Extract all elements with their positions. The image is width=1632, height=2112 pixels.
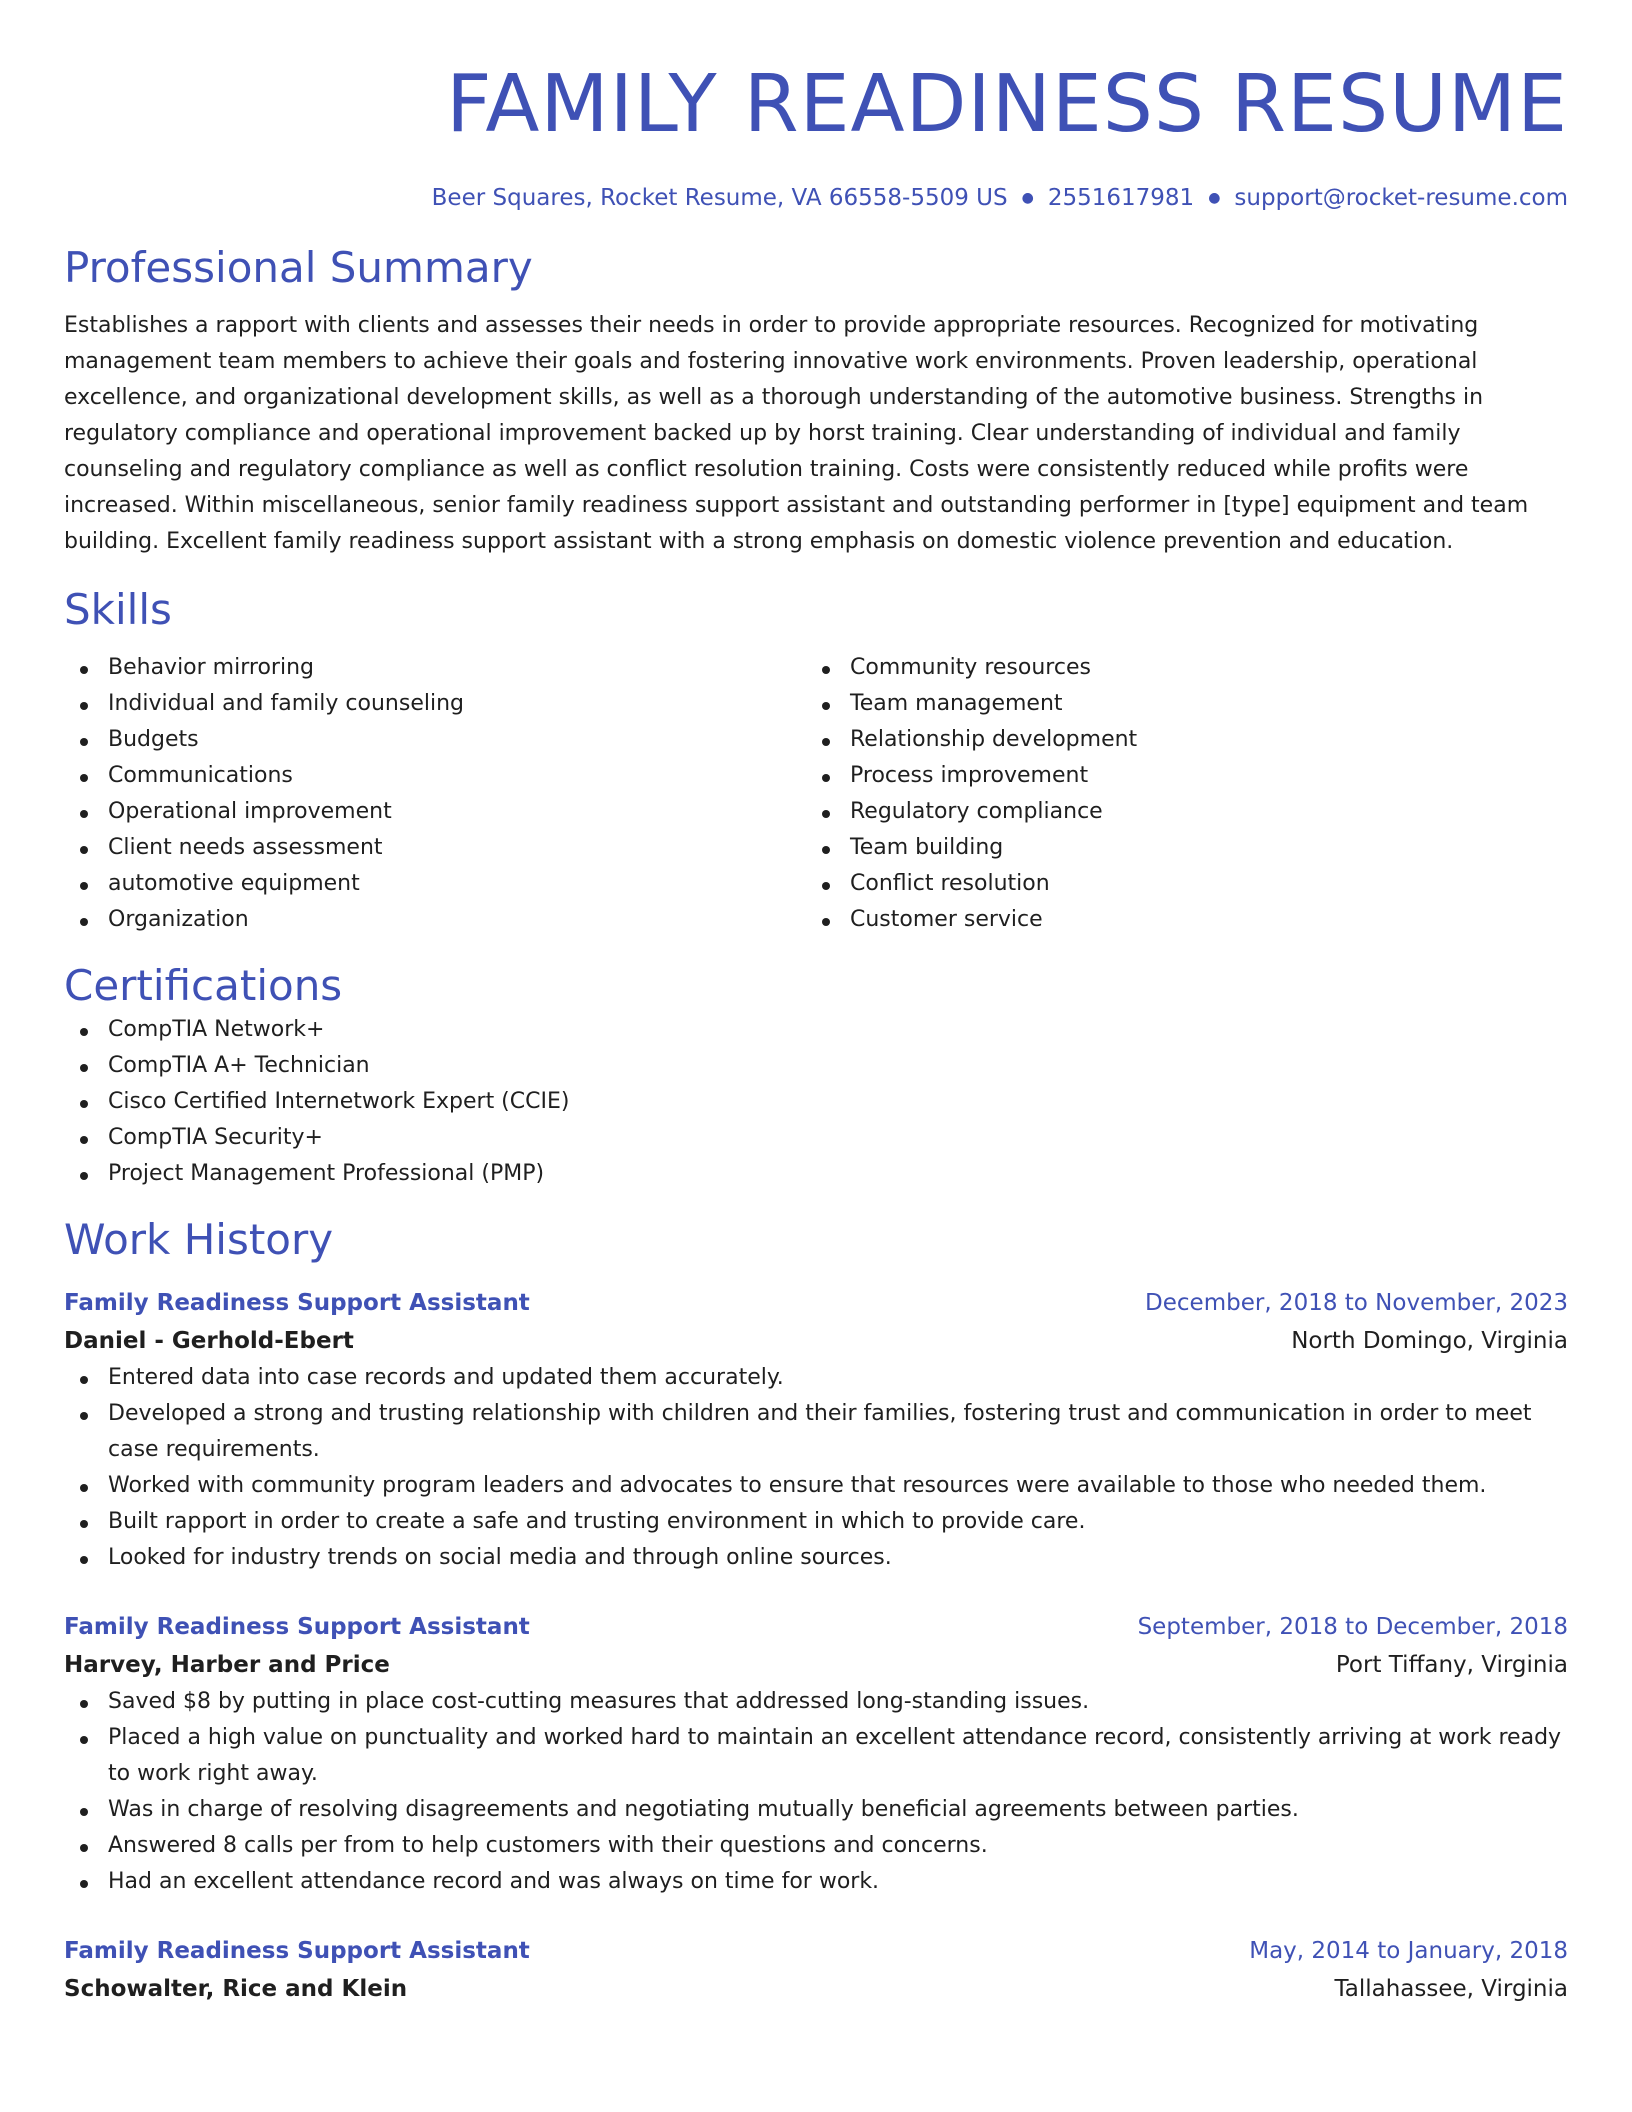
certification-item: CompTIA Network+ [64,1012,1568,1048]
skill-item: Operational improvement [64,794,806,830]
job-company-row [64,1646,1568,1684]
bullet-separator-icon: ● [1208,190,1221,206]
job-duty-item: Saved $8 by putting in place cost-cutting measures that addressed long-standing issues. [64,1684,1568,1720]
resume-title: FAMILY READINESS RESUME [446,58,1568,150]
job-dates: May, 2014 to January, 2018 [1249,1938,1568,1964]
job-company: Daniel - Gerhold-Ebert [64,1328,354,1354]
contact-line [64,182,1568,214]
skills-list-right [806,650,1548,938]
skill-item: automotive equipment [64,866,806,902]
skill-item: Conflict resolution [806,866,1548,902]
job-title: Family Readiness Support Assistant [64,1290,530,1316]
skills-list-left [64,650,806,938]
job-header-row [64,1608,1568,1646]
work-history-heading: Work History [64,1215,334,1264]
job-duties-list [64,1684,1568,1900]
job-duty-item: Was in charge of resolving disagreements and negotiating mutually beneficial agreements between parties. [64,1792,1568,1828]
job-duties-list [64,1360,1568,1576]
certification-item: Project Management Professional (PMP) [64,1156,1568,1192]
skill-item: Budgets [64,722,806,758]
job-duty-item: Worked with community program leaders and advocates to ensure that resources were available to those who needed them. [64,1468,1568,1504]
contact-phone: 2551617981 [1047,185,1195,211]
job-title: Family Readiness Support Assistant [64,1614,530,1640]
job-location: Port Tiffany, Virginia [1335,1652,1568,1678]
summary-text: Establishes a rapport with clients and assesses their needs in order to provide appropriate resources. Recognized for motivating management team members to achieve their goals and fostering innovative work environments. Proven leadership, operational excellence, and organizational development skills, as well as a thorough understanding of the automotive business. Strengths in regulatory compliance and operational improvement backed up by horst training. Clear understanding of individual and family counseling and regulatory compliance as well as conflict resolution training. Costs were consistently reduced while profits were increased. Within miscellaneous, senior family readiness support assistant and outstanding performer in [type] equipment and team building. Excellent family readiness support assistant with a strong emphasis on domestic violence prevention and education. [64,313,1529,554]
skill-item: Community resources [806,650,1548,686]
job-dates: December, 2018 to November, 2023 [1145,1290,1568,1316]
skills-columns [64,650,1568,938]
certification-item: CompTIA A+ Technician [64,1048,1568,1084]
skill-item: Relationship development [806,722,1548,758]
skill-item: Regulatory compliance [806,794,1548,830]
skill-item: Organization [64,902,806,938]
job-entry [64,1284,1568,1576]
resume-page [64,0,1568,2008]
job-duty-item: Built rapport in order to create a safe and trusting environment in which to provide care. [64,1504,1568,1540]
job-title: Family Readiness Support Assistant [64,1938,530,1964]
job-duty-item: Placed a high value on punctuality and worked hard to maintain an excellent attendance record, consistently arriving at work ready to work right away. [64,1720,1568,1792]
bullet-separator-icon: ● [1021,190,1034,206]
contact-email: support@rocket-resume.com [1234,185,1568,211]
summary-heading: Professional Summary [64,243,533,292]
skill-item: Customer service [806,902,1548,938]
skill-item: Team management [806,686,1548,722]
skill-item: Client needs assessment [64,830,806,866]
job-company-row [64,1970,1568,2008]
job-entry [64,1932,1568,2008]
job-company-row [64,1322,1568,1360]
skills-heading: Skills [64,585,172,634]
skill-item: Team building [806,830,1548,866]
job-company: Harvey, Harber and Price [64,1652,390,1678]
job-duty-item: Had an excellent attendance record and was always on time for work. [64,1864,1568,1900]
certifications-list [64,1012,1568,1192]
job-duty-item: Looked for industry trends on social media and through online sources. [64,1540,1568,1576]
contact-address: Beer Squares, Rocket Resume, VA 66558-5509 US [431,185,1008,211]
job-duty-item: Developed a strong and trusting relationship with children and their families, fostering trust and communication in order to meet case requirements. [64,1396,1568,1468]
job-header-row [64,1932,1568,1970]
job-duty-item: Answered 8 calls per from to help customers with their questions and concerns. [64,1828,1568,1864]
skill-item: Behavior mirroring [64,650,806,686]
skill-item: Communications [64,758,806,794]
job-header-row [64,1284,1568,1322]
job-company: Schowalter, Rice and Klein [64,1976,408,2002]
job-location: North Domingo, Virginia [1291,1328,1568,1354]
skill-item: Process improvement [806,758,1548,794]
skill-item: Individual and family counseling [64,686,806,722]
job-location: Tallahassee, Virginia [1334,1976,1568,2002]
certification-item: Cisco Certified Internetwork Expert (CCIE) [64,1084,1568,1120]
job-entry [64,1608,1568,1900]
certification-item: CompTIA Security+ [64,1120,1568,1156]
certifications-heading: Certifications [64,961,343,1010]
job-duty-item: Entered data into case records and updated them accurately. [64,1360,1568,1396]
job-dates: September, 2018 to December, 2018 [1137,1614,1568,1640]
